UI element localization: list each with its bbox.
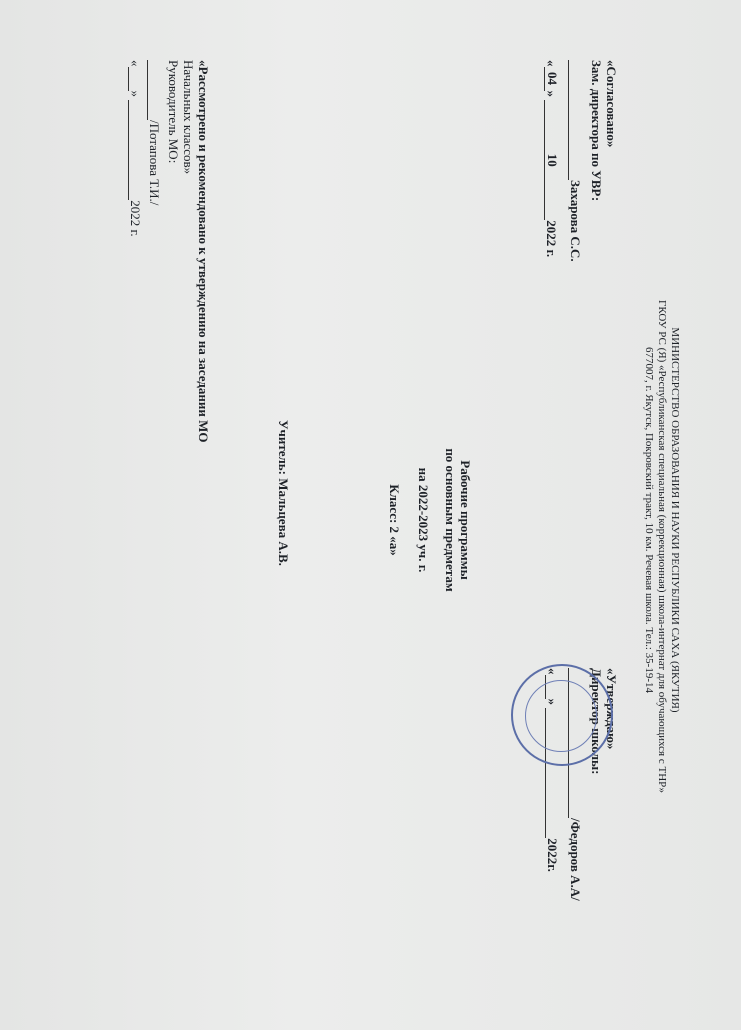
teacher-label: Учитель: Мальцева А.В. bbox=[276, 420, 291, 566]
approved-name: /Федоров А.А/ bbox=[568, 818, 583, 901]
reviewed-title: «Рассмотрено и рекомендовано к утверждению на заседании МО bbox=[196, 60, 211, 443]
agreed-name: Захарова С.С. bbox=[568, 180, 583, 262]
reviewed-name: /Потапова Т.И./ bbox=[147, 120, 162, 206]
program-year: на 2022-2023 уч. г. bbox=[416, 467, 431, 573]
approved-title: «Утверждаю» bbox=[604, 668, 619, 750]
signature-line bbox=[568, 60, 569, 180]
reviewed-role: Руководитель МО: bbox=[166, 60, 181, 164]
program-title-block bbox=[387, 300, 473, 740]
approved-role: Директор школы: bbox=[589, 668, 604, 775]
agreed-signature-line bbox=[568, 60, 583, 262]
reviewed-month bbox=[128, 100, 129, 200]
agreed-day: 04 bbox=[544, 67, 560, 91]
agreed-block bbox=[544, 60, 619, 262]
school-seal bbox=[511, 664, 613, 766]
program-title: Рабочие программы bbox=[458, 460, 473, 580]
class-label: Класс: 2 «а» bbox=[387, 484, 402, 556]
school-address: 677007, г. Якутск, Покровский тракт, 10 км. Речевая школа. Тел.: 35-19-14 bbox=[643, 347, 655, 693]
reviewed-subtitle: Начальных классов» bbox=[181, 60, 196, 175]
signature-line bbox=[147, 60, 148, 120]
header-block bbox=[642, 300, 681, 794]
agreed-title: «Согласовано» bbox=[604, 60, 619, 148]
reviewed-year: 2022 г. bbox=[128, 200, 143, 237]
agreed-year: 2022 г. bbox=[544, 220, 559, 258]
agreed-role: Зам. директора по УВР: bbox=[589, 60, 604, 202]
reviewed-signature-line bbox=[147, 60, 162, 442]
program-subtitle: по основным предметам bbox=[443, 448, 458, 592]
approved-year: 2022г. bbox=[545, 838, 560, 872]
agreed-month: 10 bbox=[544, 100, 560, 220]
school-name: ГКОУ РС (Я) «Республиканская специальная (коррекционная) школа-интернат для обучающихся с ТНР» bbox=[656, 300, 668, 794]
reviewed-day bbox=[128, 67, 129, 91]
agreed-date: «04» 102022 г. bbox=[544, 60, 560, 258]
reviewed-block bbox=[128, 60, 211, 442]
approved-date: «» 2022г. bbox=[545, 668, 560, 872]
reviewed-date: «» 2022 г. bbox=[128, 60, 143, 237]
ministry-title: МИНИСТЕРСТВО ОБРАЗОВАНИЯ И НАУКИ РЕСПУБЛИКИ САХА (ЯКУТИЯ) bbox=[669, 327, 681, 713]
